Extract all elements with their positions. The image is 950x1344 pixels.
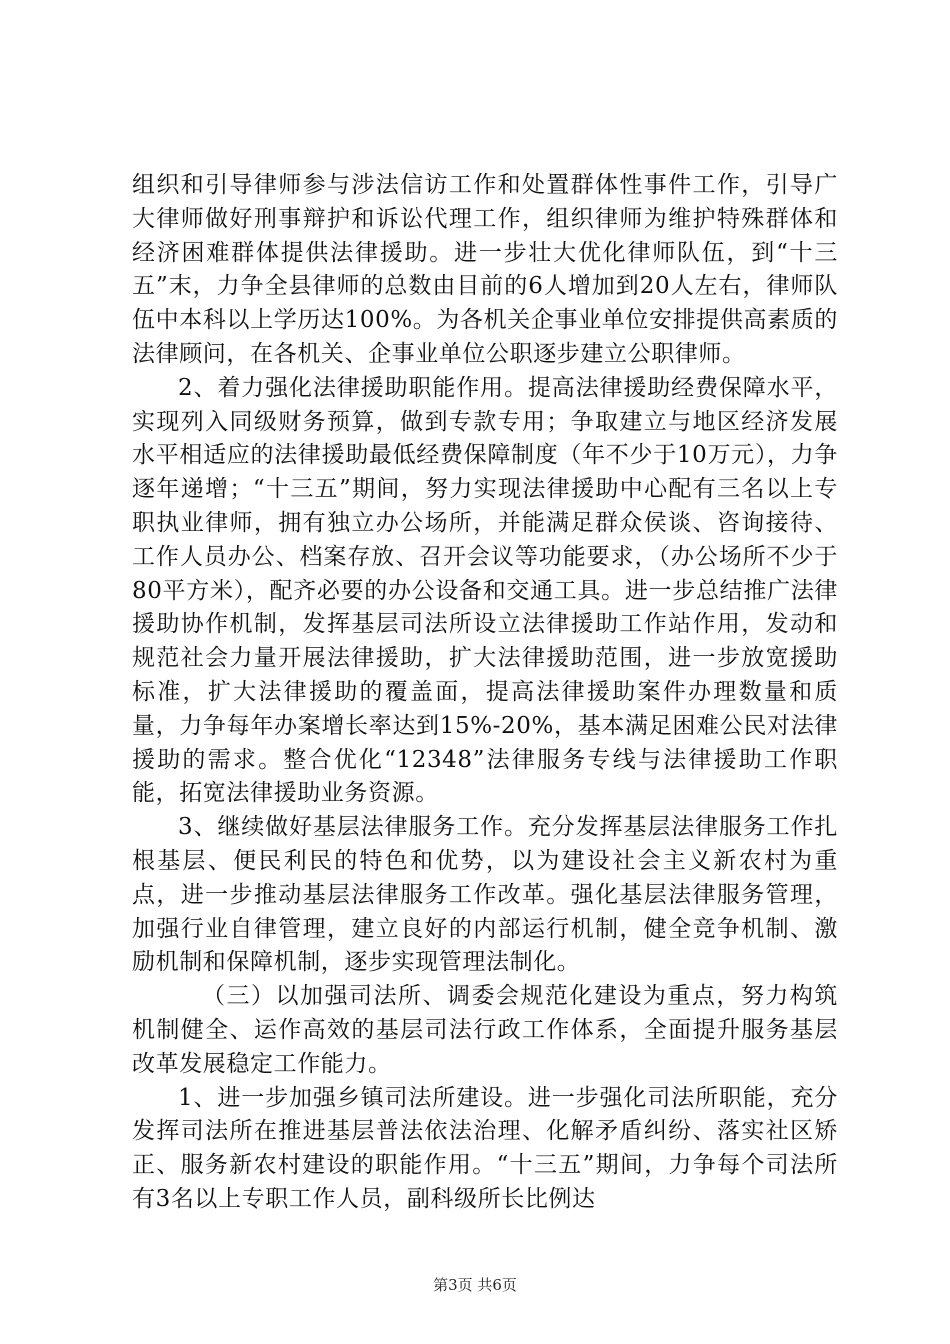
document-body (132, 169, 838, 1217)
paragraph-legal-aid: 2、着力强化法律援助职能作用。提高法律援助经费保障水平，实现列入同级财务预算，做到专款专用；争取建立与地区经济发展水平相适应的法律援助最低经费保障制度（年不少于10万元），力争逐年递增；“十三五”期间，努力实现法律援助中心配有三名以上专职执业律师，拥有独立办公场所，并能满足群众侯谈、咨询接待、工作人员办公、档案存放、召开会议等功能要求，（办公场所不少于80平方米），配齐必要的办公设备和交通工具。进一步总结推广法律援助协作机制，发挥基层司法所设立法律援助工作站作用，发动和规范社会力量开展法律援助，扩大法律援助范围，进一步放宽援助标准，扩大法律援助的覆盖面，提高法律援助案件办理数量和质量，力争每年办案增长率达到15%-20%，基本满足困难公民对法律援助的需求。整合优化“12348”法律服务专线与法律援助工作职能，拓宽法律援助业务资源。 (132, 374, 838, 807)
page-number-footer: 第3页 共6页 (433, 1276, 517, 1294)
paragraph-lawyer-team: 组织和引导律师参与涉法信访工作和处置群体性事件工作，引导广大律师做好刑事辩护和诉讼代理工作，组织律师为维护特殊群体和经济困难群体提供法律援助。进一步壮大优化律师队伍，到“十三五”末，力争全县律师的总数由目前的6人增加到20人左右，律师队伍中本科以上学历达100%。为各机关企事业单位安排提供高素质的法律顾问，在各机关、企事业单位公职逐步建立公职律师。 (132, 172, 838, 367)
paragraph-judicial-office: 1、进一步加强乡镇司法所建设。进一步强化司法所职能，充分发挥司法所在推进基层普法依法治理、化解矛盾纠纷、落实社区矫正、服务新农村建设的职能作用。“十三五”期间，力争每个司法所有3名以上专职工作人员，副科级所长比例达 (132, 1084, 838, 1212)
paragraph-grassroots-legal-service: 3、继续做好基层法律服务工作。充分发挥基层法律服务工作扎根基层、便民利民的特色和优势，以为建设社会主义新农村为重点，进一步推动基层法律服务工作改革。强化基层法律服务管理，加强行业自律管理，建立良好的内部运行机制，健全竞争机制、激励机制和保障机制，逐步实现管理法制化。 (132, 814, 838, 976)
section-heading-three: （三）以加强司法所、调委会规范化建设为重点，努力构筑机制健全、运作高效的基层司法行政工作体系，全面提升服务基层改革发展稳定工作能力。 (132, 983, 838, 1077)
